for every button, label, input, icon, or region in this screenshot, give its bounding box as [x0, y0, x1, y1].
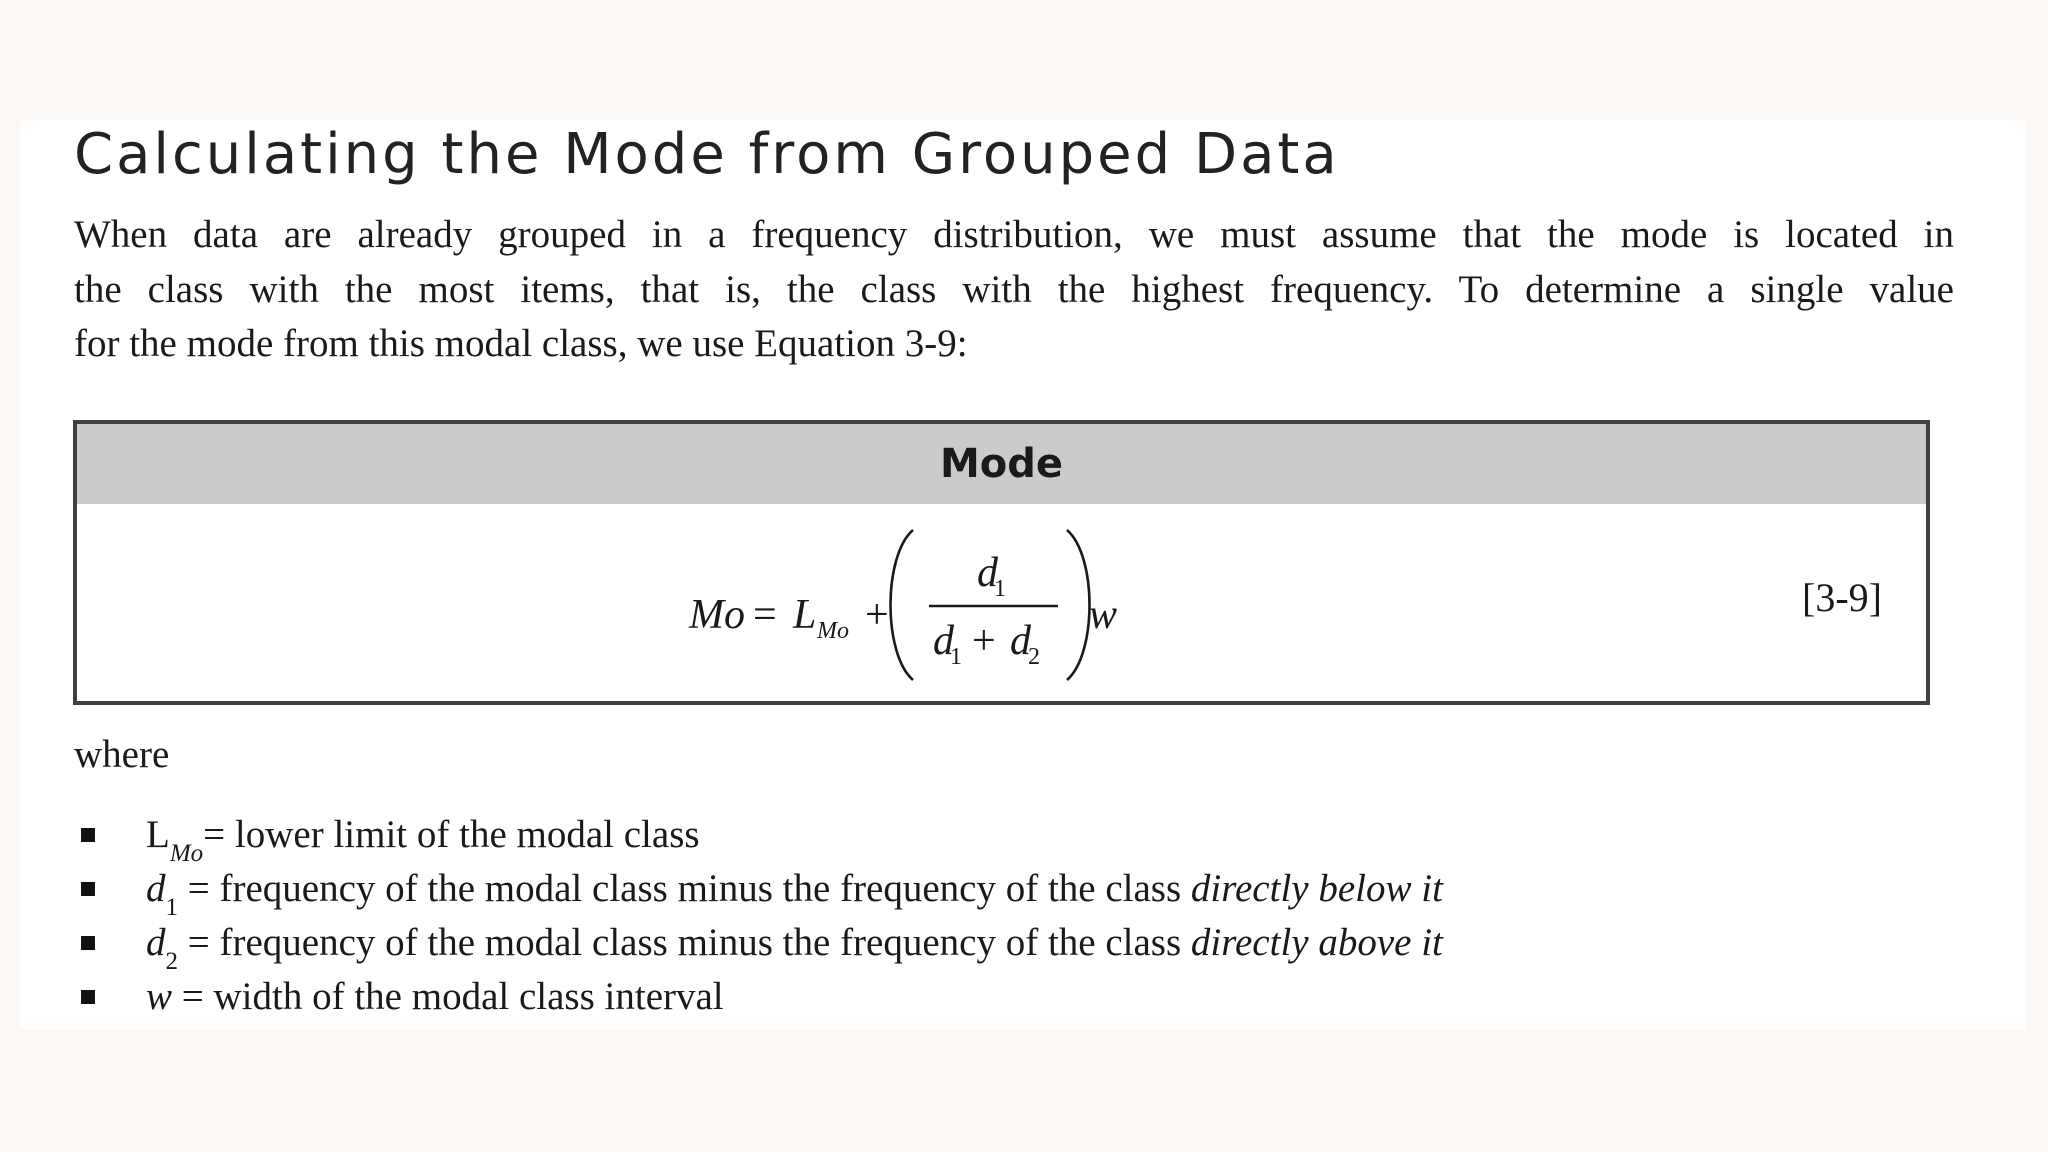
- eq-den-sub1: 1: [950, 644, 962, 670]
- bullet-square-icon: [81, 828, 95, 842]
- definition-symbol: L: [146, 813, 170, 856]
- intro-line-2: the class with the most items, that is, the class with the highest frequency. To determine a single value: [74, 267, 1954, 311]
- definition-symbol: d: [146, 921, 166, 964]
- definition-subscript: 2: [165, 948, 178, 975]
- definition-subscript: Mo: [169, 840, 204, 867]
- textbook-page: [20, 120, 2025, 1030]
- definition-emphasis: directly below it: [1190, 867, 1443, 910]
- definition-text: = frequency of the modal class minus the frequency of the class: [178, 921, 1191, 964]
- eq-L-sub: Mo: [817, 618, 849, 644]
- definition-text: = frequency of the modal class minus the frequency of the class: [178, 867, 1191, 910]
- definition-symbol: w: [146, 975, 173, 1018]
- eq-lhs-mo: Mo: [689, 592, 745, 638]
- formula-box-title: Mode: [77, 424, 1926, 504]
- definition-emphasis: directly above it: [1190, 921, 1443, 964]
- eq-w: w: [1089, 592, 1118, 638]
- right-paren: [1067, 530, 1090, 680]
- definition-item: [74, 916, 1443, 975]
- equation-number: [3-9]: [1802, 575, 1882, 620]
- intro-paragraph: [74, 208, 1954, 372]
- where-label: where: [74, 733, 170, 776]
- definition-text: = lower limit of the modal class: [203, 813, 700, 856]
- bullet-square-icon: [81, 882, 95, 896]
- eq-den-sub2: 2: [1028, 644, 1040, 670]
- eq-num-d: d: [977, 550, 998, 596]
- section-heading: Calculating the Mode from Grouped Data: [74, 122, 1340, 187]
- mode-equation: [77, 504, 1926, 697]
- intro-line-3: for the mode from this modal class, we use Equation 3-9:: [74, 322, 968, 365]
- definition-symbol: d: [146, 867, 166, 910]
- formula-box: [73, 420, 1930, 705]
- bullet-square-icon: [81, 936, 95, 950]
- eq-den-d1: d: [933, 618, 954, 664]
- definition-item: [74, 808, 1443, 867]
- eq-den-d2: d: [1010, 618, 1031, 664]
- bullet-square-icon: [81, 990, 95, 1004]
- eq-num-sub: 1: [994, 576, 1006, 602]
- eq-L: L: [793, 592, 817, 638]
- eq-equals: =: [753, 592, 777, 638]
- intro-line-1: When data are already grouped in a frequency distribution, we must assume that the mode is located in: [74, 213, 1954, 256]
- definition-item: [74, 862, 1443, 921]
- definition-item: [74, 970, 1443, 1024]
- definition-text: = width of the modal class interval: [172, 975, 724, 1018]
- left-paren: [891, 530, 914, 680]
- definition-subscript: 1: [165, 894, 178, 921]
- eq-plus: +: [865, 592, 889, 638]
- eq-den-plus: +: [972, 618, 996, 664]
- definitions-list: [74, 808, 1443, 1024]
